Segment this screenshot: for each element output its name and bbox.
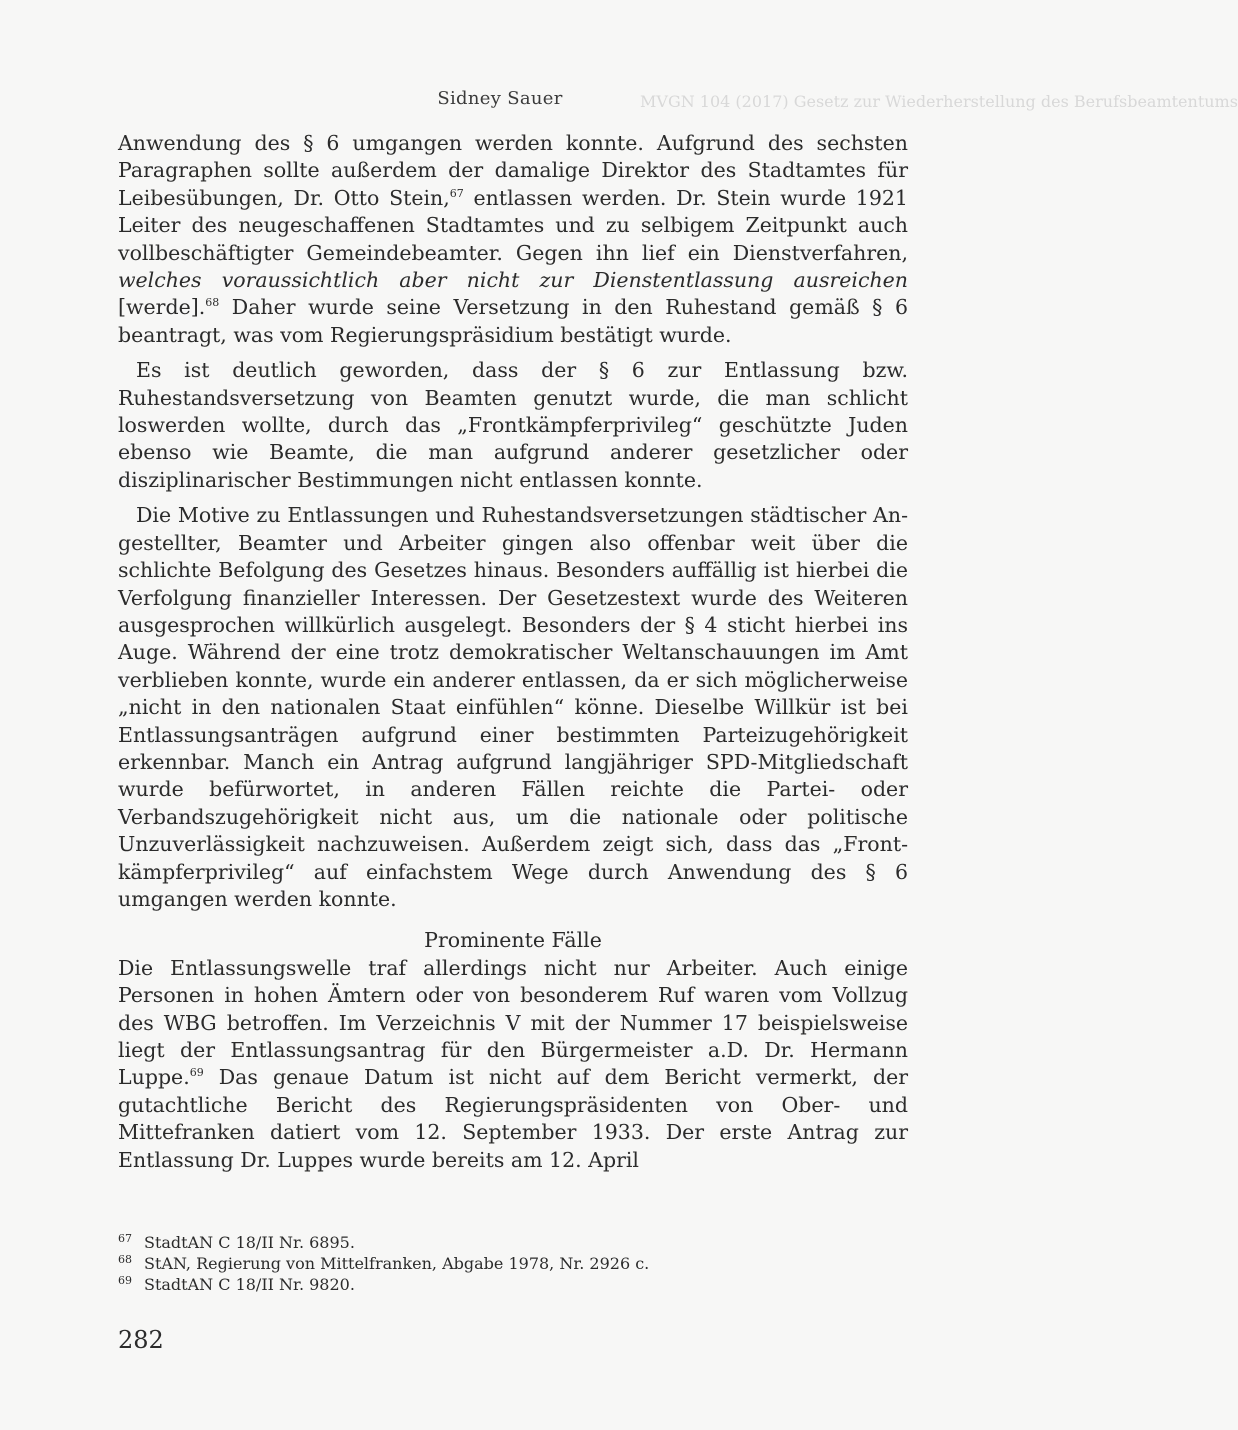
footnote-ref-68[interactable]: 68 xyxy=(205,296,220,310)
paragraph-4-part-b: Das genaue Datum ist nicht auf dem Bericht vermerkt, der gutachtliche Bericht des Regierungspräsidenten von Ober- und Mittefranken datiert vom 12. September 1933. Der erste Antrag zur Entlassung Dr. Luppes wurde bereits am 12. April xyxy=(118,1065,908,1172)
footnote-69 xyxy=(118,1274,908,1295)
main-text xyxy=(118,130,908,1182)
footnote-text: StadtAN C 18/II Nr. 9820. xyxy=(144,1275,355,1294)
paragraph-1-part-a: Anwendung des § 6 umgangen werden konnte. Aufgrund des sechsten Paragraphen sollte außerdem der damalige Direktor des Stadtamtes für Leibesübungen, Dr. Otto Stein, xyxy=(118,131,908,210)
paragraph-4-part-a: Die Entlassungswelle traf allerdings nicht nur Arbeiter. Auch einige Personen in hohen Ämtern oder von besonderem Ruf waren vom Vollzug des WBG betroffen. Im Verzeichnis V mit der Nummer 17 beispielsweise liegt der Entlassungsantrag für den Bürgermeister a.D. Dr. Hermann Luppe. xyxy=(118,955,908,1090)
paragraph-1-quote: welches voraussichtlich aber nicht zur Dienstentlassung ausreichen xyxy=(118,268,908,293)
footnote-text: StadtAN C 18/II Nr. 6895. xyxy=(144,1233,355,1252)
paragraph-3: Die Motive zu Entlassungen und Ruhestandsversetzungen städtischer Angestellter, Beamter und Arbeiter gingen also offenbar weit über die schlichte Befolgung des Gesetzes hinaus. Besonders auffällig ist hierbei die Verfolgung finanzieller Interessen. Der Gesetzestext wurde des Weiteren ausgesprochen willkürlich ausgelegt. Besonders der § 4 sticht hierbei ins Auge. Während der eine trotz demokratischer Weltanschauungen im Amt verblieben konnte, wurde ein anderer entlassen, da er sich möglicherweise „nicht in den nationalen Staat einfühlen“ könne. Dieselbe Willkür ist bei Entlassungsanträgen aufgrund einer bestimmten Parteizugehörigkeit erkennbar. Manch ein Antrag aufgrund langjähriger SPD-Mitgliedschaft wurde befürwortet, in anderen Fällen reichte die Partei- oder Verbandszugehörigkeit nicht aus, um die nationale oder politische Unzuverlässigkeit nachzuweisen. Außerdem zeigt sich, dass das „Frontkämpferprivileg“ auf einfachstem Wege durch Anwendung des § 6 umgangen werden konnte. xyxy=(118,503,908,911)
running-head-author: Sidney Sauer xyxy=(437,88,563,109)
footnote-number: 68 xyxy=(118,1253,132,1266)
footnote-text: StAN, Regierung von Mittelfranken, Abgabe 1978, Nr. 2926 c. xyxy=(144,1254,650,1273)
bleed-through-text: MVGN 104 (2017) Gesetz zur Wiederherstellung des Berufsbeamtentums xyxy=(640,92,1238,111)
section-heading: Prominente Fälle xyxy=(424,928,602,953)
paragraph-1 xyxy=(118,130,908,349)
paragraph-1-part-d: Daher wurde seine Versetzung in den Ruhestand gemäß § 6 beantragt, was vom Regierungspräsidium bestätigt wurde. xyxy=(118,295,908,347)
paragraph-4 xyxy=(118,955,908,1174)
footnotes xyxy=(118,1232,908,1295)
paragraph-2: Es ist deutlich geworden, dass der § 6 zur Entlassung bzw. Ruhestandsversetzung von Beamten genutzt wurde, die man schlicht loswerden wollte, durch das „Frontkämpferprivileg“ geschützte Juden ebenso wie Beamte, die man aufgrund anderer gesetzlicher oder disziplinarischer Bestimmungen nicht entlassen konnte. xyxy=(118,358,908,492)
footnote-ref-67[interactable]: 67 xyxy=(449,186,464,200)
footnote-number: 69 xyxy=(118,1274,132,1287)
page-number: 282 xyxy=(118,1326,164,1354)
paragraph-1-part-c: [werde]. xyxy=(118,295,206,320)
footnote-ref-69[interactable]: 69 xyxy=(189,1066,204,1080)
footnote-number: 67 xyxy=(118,1232,132,1245)
footnote-68 xyxy=(118,1253,908,1274)
paragraph-1-part-b: entlassen werden. Dr. Stein wurde 1921 Leiter des neugeschaffenen Stadtamtes und zu selbigem Zeitpunkt auch vollbeschäftigter Gemeindebeamter. Gegen ihn lief ein Dienstverfahren, xyxy=(118,185,908,265)
footnote-67 xyxy=(118,1232,908,1253)
